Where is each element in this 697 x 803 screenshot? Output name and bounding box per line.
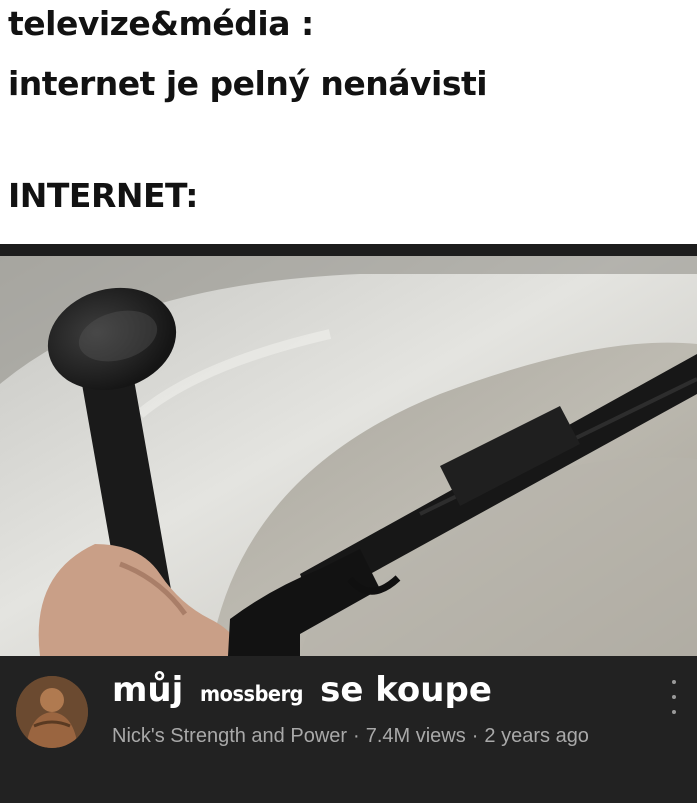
caption-line-3: INTERNET: bbox=[8, 176, 198, 215]
more-vertical-icon[interactable] bbox=[664, 680, 684, 714]
title-word-1: můj bbox=[112, 670, 184, 710]
separator-dot: · bbox=[471, 725, 479, 747]
menu-dot bbox=[672, 680, 676, 684]
video-thumbnail[interactable] bbox=[0, 244, 697, 656]
shotgun-bathtub-image bbox=[0, 244, 697, 656]
menu-dot bbox=[672, 695, 676, 699]
video-metadata bbox=[112, 722, 632, 750]
meme-caption bbox=[0, 0, 697, 244]
caption-line-2: internet je pelný nenávisti bbox=[8, 64, 488, 103]
title-word-3: se koupe bbox=[320, 670, 492, 710]
channel-avatar-icon[interactable] bbox=[16, 676, 88, 748]
title-word-2: mossberg bbox=[200, 682, 304, 706]
menu-dot bbox=[672, 710, 676, 714]
separator-dot: · bbox=[353, 725, 360, 747]
upload-age: 2 years ago bbox=[484, 725, 589, 747]
caption-line-1: televize&média : bbox=[8, 4, 314, 43]
view-count: 7.4M views bbox=[365, 725, 466, 747]
channel-name[interactable]: Nick's Strength and Power bbox=[112, 725, 348, 747]
video-title[interactable] bbox=[112, 670, 492, 710]
